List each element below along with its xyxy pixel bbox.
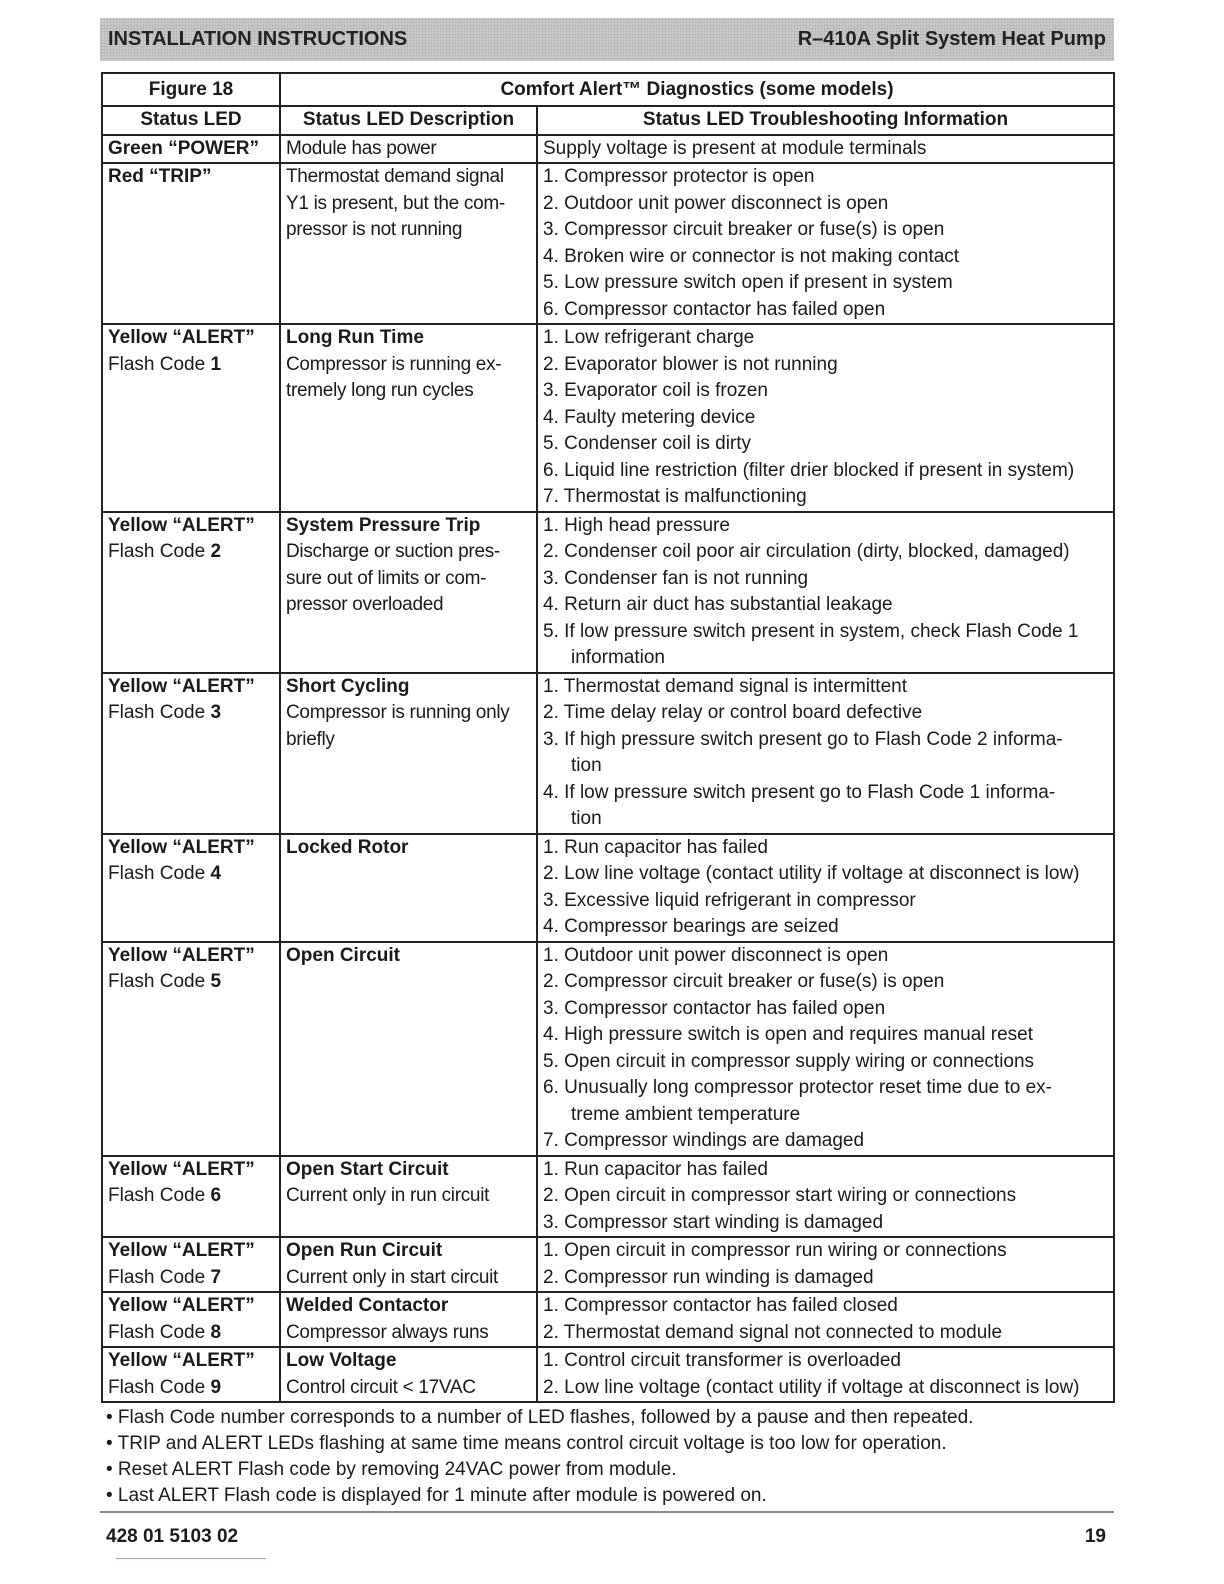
troubleshooting-line: 1. Run capacitor has failed	[543, 1158, 768, 1180]
troubleshooting-item	[543, 674, 1108, 701]
troubleshooting-item	[543, 996, 1108, 1023]
status-led-label: Yellow “ALERT”	[108, 1240, 255, 1261]
troubleshooting-line: tion	[571, 808, 602, 829]
status-led-cell	[102, 1156, 280, 1238]
flash-code	[108, 1183, 274, 1210]
troubleshooting-line: 2. Open circuit in compressor start wiring or connections	[543, 1185, 1017, 1206]
flash-code-number: 3	[210, 702, 222, 723]
flash-code	[108, 969, 274, 996]
troubleshooting-item	[543, 352, 1108, 379]
troubleshooting-item	[543, 458, 1108, 485]
troubleshooting-item	[543, 513, 1108, 540]
description-cell	[280, 163, 537, 324]
header-left: INSTALLATION INSTRUCTIONS	[108, 28, 408, 50]
flash-code-label: Flash Code	[108, 541, 211, 562]
troubleshooting-item	[543, 1075, 1108, 1128]
description-title: Long Run Time	[286, 327, 424, 348]
table-row	[102, 673, 1114, 834]
troubleshooting-item	[543, 592, 1108, 619]
troubleshooting-line: 2. Low line voltage (contact utility if voltage at disconnect is low)	[543, 1376, 1080, 1398]
troubleshooting-item	[543, 378, 1108, 405]
troubleshooting-line: 3. Compressor circuit breaker or fuse(s) is open	[543, 219, 945, 240]
troubleshooting-item	[543, 136, 1108, 163]
troubleshooting-cell	[537, 512, 1114, 673]
troubleshooting-line: 2. Outdoor unit power disconnect is open	[543, 192, 889, 214]
description-line: Module has power	[286, 137, 437, 159]
troubleshooting-item	[543, 1238, 1108, 1265]
troubleshooting-item	[543, 914, 1108, 941]
troubleshooting-item	[543, 566, 1108, 593]
description-cell	[280, 1156, 537, 1238]
troubleshooting-item	[543, 1293, 1108, 1320]
troubleshooting-line: 6. Unusually long compressor protector reset time due to ex-	[543, 1077, 1053, 1098]
status-led-label: Yellow “ALERT”	[108, 1158, 255, 1180]
description-title: System Pressure Trip	[286, 514, 481, 536]
troubleshooting-line: 1. Thermostat demand signal is intermittent	[543, 675, 907, 697]
flash-code	[108, 1265, 274, 1292]
troubleshooting-cell	[537, 324, 1114, 512]
description-title: Open Circuit	[286, 944, 401, 966]
flash-code-label: Flash Code	[108, 1185, 211, 1206]
status-led-label: Yellow “ALERT”	[108, 514, 255, 536]
troubleshooting-item	[543, 270, 1108, 297]
description-line: Compressor is running ex-	[286, 353, 502, 375]
description-cell	[280, 512, 537, 673]
flash-code-label: Flash Code	[108, 1321, 211, 1343]
flash-code-label: Flash Code	[108, 702, 211, 723]
troubleshooting-line: 4. Faulty metering device	[543, 406, 756, 428]
description-title: Low Voltage	[286, 1350, 397, 1371]
troubleshooting-line: 5. Low pressure switch open if present in system	[543, 272, 953, 293]
page-header-banner	[100, 18, 1114, 61]
footnote-line: • Flash Code number corresponds to a number of LED flashes, followed by a pause and then repeated.	[106, 1407, 974, 1428]
status-led-label: Yellow “ALERT”	[108, 675, 255, 697]
troubleshooting-item	[543, 431, 1108, 458]
troubleshooting-line: 6. Liquid line restriction (filter drier blocked if present in system)	[543, 459, 1075, 481]
description-line: sure out of limits or com-	[286, 567, 487, 589]
troubleshooting-line: 6. Compressor contactor has failed open	[543, 298, 886, 320]
description-cell	[280, 673, 537, 834]
troubleshooting-line: 4. If low pressure switch present go to Flash Code 1 informa-	[543, 781, 1056, 803]
description-cell	[280, 1292, 537, 1347]
troubleshooting-line: 4. Compressor bearings are seized	[543, 916, 839, 937]
troubleshooting-item	[543, 943, 1108, 970]
status-led-cell	[102, 673, 280, 834]
troubleshooting-item	[543, 1348, 1108, 1375]
troubleshooting-line: 3. Compressor contactor has failed open	[543, 997, 886, 1019]
troubleshooting-item	[543, 835, 1108, 862]
troubleshooting-line: 2. Time delay relay or control board defective	[543, 702, 923, 723]
description-line: Compressor always runs	[286, 1321, 489, 1343]
flash-code-label: Flash Code	[108, 971, 211, 992]
document-number: 428 01 5103 02	[106, 1526, 239, 1547]
status-led-cell	[102, 1292, 280, 1347]
footer-divider	[100, 1511, 1114, 1513]
troubleshooting-line: 1. Compressor protector is open	[543, 166, 815, 187]
description-cell	[280, 834, 537, 942]
troubleshooting-line: 4. Return air duct has substantial leakage	[543, 594, 893, 615]
troubleshooting-item	[543, 1157, 1108, 1184]
flash-code-label: Flash Code	[108, 863, 211, 884]
troubleshooting-item	[543, 1183, 1108, 1210]
description-line: pressor is not running	[286, 219, 463, 240]
flash-code	[108, 1375, 274, 1402]
troubleshooting-item	[543, 1210, 1108, 1237]
troubleshooting-item	[543, 539, 1108, 566]
description-line: Current only in start circuit	[286, 1266, 498, 1288]
col-header-troubleshooting: Status LED Troubleshooting Information	[537, 106, 1114, 135]
troubleshooting-item	[543, 325, 1108, 352]
description-line: Control circuit < 17VAC	[286, 1376, 476, 1398]
troubleshooting-cell	[537, 673, 1114, 834]
troubleshooting-line: 5. If low pressure switch present in system, check Flash Code 1	[543, 620, 1079, 642]
status-led-cell	[102, 942, 280, 1156]
troubleshooting-line: 3. Excessive liquid refrigerant in compressor	[543, 889, 916, 911]
troubleshooting-line: 2. Low line voltage (contact utility if voltage at disconnect is low)	[543, 863, 1080, 884]
troubleshooting-line: information	[571, 647, 665, 668]
troubleshooting-cell	[537, 135, 1114, 164]
col-header-description: Status LED Description	[280, 106, 537, 135]
description-title: Open Run Circuit	[286, 1240, 443, 1261]
troubleshooting-item	[543, 1022, 1108, 1049]
troubleshooting-item	[543, 1320, 1108, 1347]
table-row	[102, 834, 1114, 942]
table-row	[102, 942, 1114, 1156]
description-cell	[280, 942, 537, 1156]
page-number: 19	[1084, 1526, 1106, 1547]
troubleshooting-line: 4. Broken wire or connector is not making contact	[543, 245, 960, 267]
description-title: Locked Rotor	[286, 836, 409, 858]
troubleshooting-line: treme ambient temperature	[571, 1103, 801, 1125]
troubleshooting-cell	[537, 834, 1114, 942]
description-line: Thermostat demand signal	[286, 166, 504, 187]
troubleshooting-line: 1. Run capacitor has failed	[543, 836, 768, 858]
troubleshooting-item	[543, 191, 1108, 218]
troubleshooting-cell	[537, 1347, 1114, 1402]
description-line: Y1 is present, but the com-	[286, 192, 505, 214]
table-title: Comfort Alert™ Diagnostics (some models)	[280, 73, 1114, 106]
status-led-label: Yellow “ALERT”	[108, 944, 255, 966]
status-led-label: Yellow “ALERT”	[108, 836, 255, 858]
status-led-cell	[102, 512, 280, 673]
troubleshooting-item	[543, 484, 1108, 511]
column-header-row	[102, 106, 1114, 135]
troubleshooting-line: 2. Thermostat demand signal not connected to module	[543, 1321, 1003, 1343]
status-led-label: Yellow “ALERT”	[108, 1295, 255, 1316]
description-line: Discharge or suction pres-	[286, 541, 500, 562]
description-cell	[280, 1237, 537, 1292]
status-led-cell	[102, 834, 280, 942]
description-line: pressor overloaded	[286, 594, 444, 615]
troubleshooting-line: 3. Condenser fan is not running	[543, 567, 809, 589]
flash-code	[108, 1320, 274, 1347]
troubleshooting-item	[543, 700, 1108, 727]
flash-code-number: 1	[210, 353, 222, 375]
troubleshooting-line: 7. Thermostat is malfunctioning	[543, 486, 807, 507]
troubleshooting-item	[543, 619, 1108, 672]
troubleshooting-item	[543, 861, 1108, 888]
troubleshooting-item	[543, 164, 1108, 191]
flash-code-number: 5	[210, 971, 222, 992]
troubleshooting-line: 3. Evaporator coil is frozen	[543, 380, 768, 401]
table-row	[102, 1292, 1114, 1347]
description-title: Open Start Circuit	[286, 1158, 449, 1180]
flash-code-number: 6	[210, 1185, 222, 1206]
flash-code-label: Flash Code	[108, 1376, 211, 1398]
description-title: Short Cycling	[286, 675, 410, 697]
flash-code	[108, 861, 274, 888]
troubleshooting-line: 2. Condenser coil poor air circulation (dirty, blocked, damaged)	[543, 541, 1070, 562]
footnote-line: • Last ALERT Flash code is displayed for 1 minute after module is powered on.	[106, 1485, 767, 1506]
diagnostics-table	[101, 72, 1115, 1403]
page-content	[101, 72, 1115, 1509]
troubleshooting-cell	[537, 163, 1114, 324]
description-line: Compressor is running only	[286, 702, 510, 723]
troubleshooting-cell	[537, 1156, 1114, 1238]
troubleshooting-line: 5. Open circuit in compressor supply wiring or connections	[543, 1050, 1035, 1072]
troubleshooting-item	[543, 969, 1108, 996]
troubleshooting-line: 2. Evaporator blower is not running	[543, 353, 838, 375]
troubleshooting-line: 2. Compressor run winding is damaged	[543, 1266, 874, 1288]
troubleshooting-line: 1. Control circuit transformer is overloaded	[543, 1350, 901, 1371]
troubleshooting-line: tion	[571, 755, 602, 776]
table-row	[102, 1156, 1114, 1238]
troubleshooting-line: 5. Condenser coil is dirty	[543, 433, 752, 454]
flash-code-label: Flash Code	[108, 1266, 211, 1288]
description-title: Welded Contactor	[286, 1295, 449, 1316]
troubleshooting-line: 1. Low refrigerant charge	[543, 327, 755, 348]
decorative-underline	[116, 1558, 266, 1559]
troubleshooting-item	[543, 780, 1108, 833]
flash-code-number: 8	[210, 1321, 222, 1343]
status-led-label: Yellow “ALERT”	[108, 327, 255, 348]
flash-code	[108, 352, 274, 379]
description-cell	[280, 1347, 537, 1402]
troubleshooting-line: 1. High head pressure	[543, 514, 730, 536]
troubleshooting-item	[543, 727, 1108, 780]
troubleshooting-item	[543, 405, 1108, 432]
flash-code	[108, 539, 274, 566]
table-row	[102, 135, 1114, 164]
table-row	[102, 163, 1114, 324]
flash-code	[108, 700, 274, 727]
status-led-cell	[102, 1237, 280, 1292]
troubleshooting-cell	[537, 942, 1114, 1156]
table-row	[102, 324, 1114, 512]
description-line: Current only in run circuit	[286, 1185, 490, 1206]
table-title-row	[102, 73, 1114, 106]
troubleshooting-item	[543, 888, 1108, 915]
header-right: R–410A Split System Heat Pump	[797, 28, 1106, 50]
status-led-label: Red “TRIP”	[108, 166, 212, 187]
flash-code-label: Flash Code	[108, 353, 211, 375]
flash-code-number: 7	[210, 1266, 222, 1288]
troubleshooting-item	[543, 217, 1108, 244]
status-led-label: Green “POWER”	[108, 137, 259, 159]
troubleshooting-line: 2. Compressor circuit breaker or fuse(s) is open	[543, 971, 945, 992]
troubleshooting-item	[543, 1049, 1108, 1076]
description-cell	[280, 324, 537, 512]
table-row	[102, 512, 1114, 673]
troubleshooting-line: 1. Outdoor unit power disconnect is open	[543, 944, 889, 966]
description-line: briefly	[286, 728, 335, 750]
status-led-cell	[102, 324, 280, 512]
troubleshooting-cell	[537, 1292, 1114, 1347]
troubleshooting-item	[543, 244, 1108, 271]
table-row	[102, 1347, 1114, 1402]
troubleshooting-cell	[537, 1237, 1114, 1292]
troubleshooting-item	[543, 1375, 1108, 1402]
flash-code-number: 9	[210, 1376, 222, 1398]
footnote-line: • TRIP and ALERT LEDs flashing at same time means control circuit voltage is too low for operation.	[106, 1433, 947, 1454]
troubleshooting-line: 1. Open circuit in compressor run wiring or connections	[543, 1240, 1007, 1261]
status-led-cell	[102, 163, 280, 324]
figure-label: Figure 18	[102, 73, 280, 106]
troubleshooting-line: 1. Compressor contactor has failed closed	[543, 1295, 898, 1316]
troubleshooting-line: Supply voltage is present at module terminals	[543, 137, 927, 159]
status-led-cell	[102, 135, 280, 164]
troubleshooting-line: 4. High pressure switch is open and requires manual reset	[543, 1024, 1034, 1045]
troubleshooting-line: 7. Compressor windings are damaged	[543, 1130, 865, 1151]
troubleshooting-line: 3. If high pressure switch present go to Flash Code 2 informa-	[543, 728, 1063, 750]
description-cell	[280, 135, 537, 164]
status-led-cell	[102, 1347, 280, 1402]
flash-code-number: 4	[210, 863, 222, 884]
footnote-line: • Reset ALERT Flash code by removing 24VAC power from module.	[106, 1459, 677, 1480]
flash-code-number: 2	[210, 541, 222, 562]
troubleshooting-item	[543, 1265, 1108, 1292]
table-row	[102, 1237, 1114, 1292]
footnotes	[101, 1405, 1115, 1509]
troubleshooting-item	[543, 1128, 1108, 1155]
col-header-led: Status LED	[102, 106, 280, 135]
troubleshooting-item	[543, 297, 1108, 324]
description-line: tremely long run cycles	[286, 380, 474, 401]
troubleshooting-line: 3. Compressor start winding is damaged	[543, 1211, 884, 1233]
status-led-label: Yellow “ALERT”	[108, 1350, 255, 1371]
